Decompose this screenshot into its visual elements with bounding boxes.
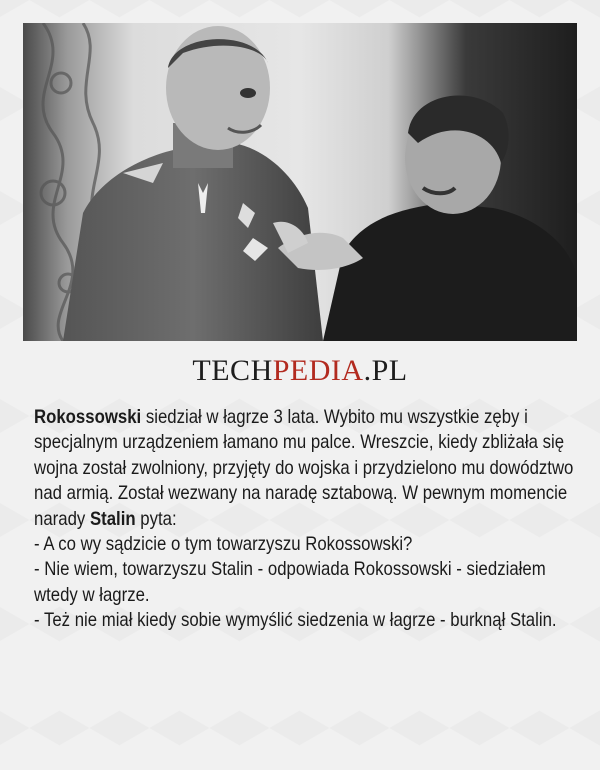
photo-illustration [23, 23, 577, 341]
story-body: siedział w łagrze 3 lata. Wybito mu wszystkie zęby i specjalnym urządzeniem łamano mu palce. Wreszcie, kiedy zbliżała się wojna został zwolniony, przyjęty do wojska i przydzielono mu dowództwo nad armią. Został wezwany na naradę sztabową. W pewnym momencie narady [34, 406, 574, 530]
name-stalin: Stalin [89, 507, 136, 530]
logo-pl: .PL [363, 354, 408, 387]
story-paragraph [34, 405, 574, 532]
dialogue-line-1: - A co wy sądzicie o tym towarzyszu Rokossowski? [34, 533, 413, 556]
logo-tech: TECH [192, 354, 273, 387]
logo-pedia: PEDIA [272, 354, 364, 387]
dialogue-line-2: - Nie wiem, towarzyszu Stalin - odpowiada Rokossowski - siedziałem wtedy w łagrze. [34, 558, 546, 606]
dialogue-line-3: - Też nie miał kiedy sobie wymyślić siedzenia w łagrze - burknął Stalin. [34, 609, 557, 632]
story-pyta: pyta: [135, 507, 177, 530]
historical-photo [23, 23, 577, 341]
story-text [34, 405, 574, 634]
name-rokossowski: Rokossowski [34, 406, 142, 428]
techpedia-logo [0, 354, 600, 388]
